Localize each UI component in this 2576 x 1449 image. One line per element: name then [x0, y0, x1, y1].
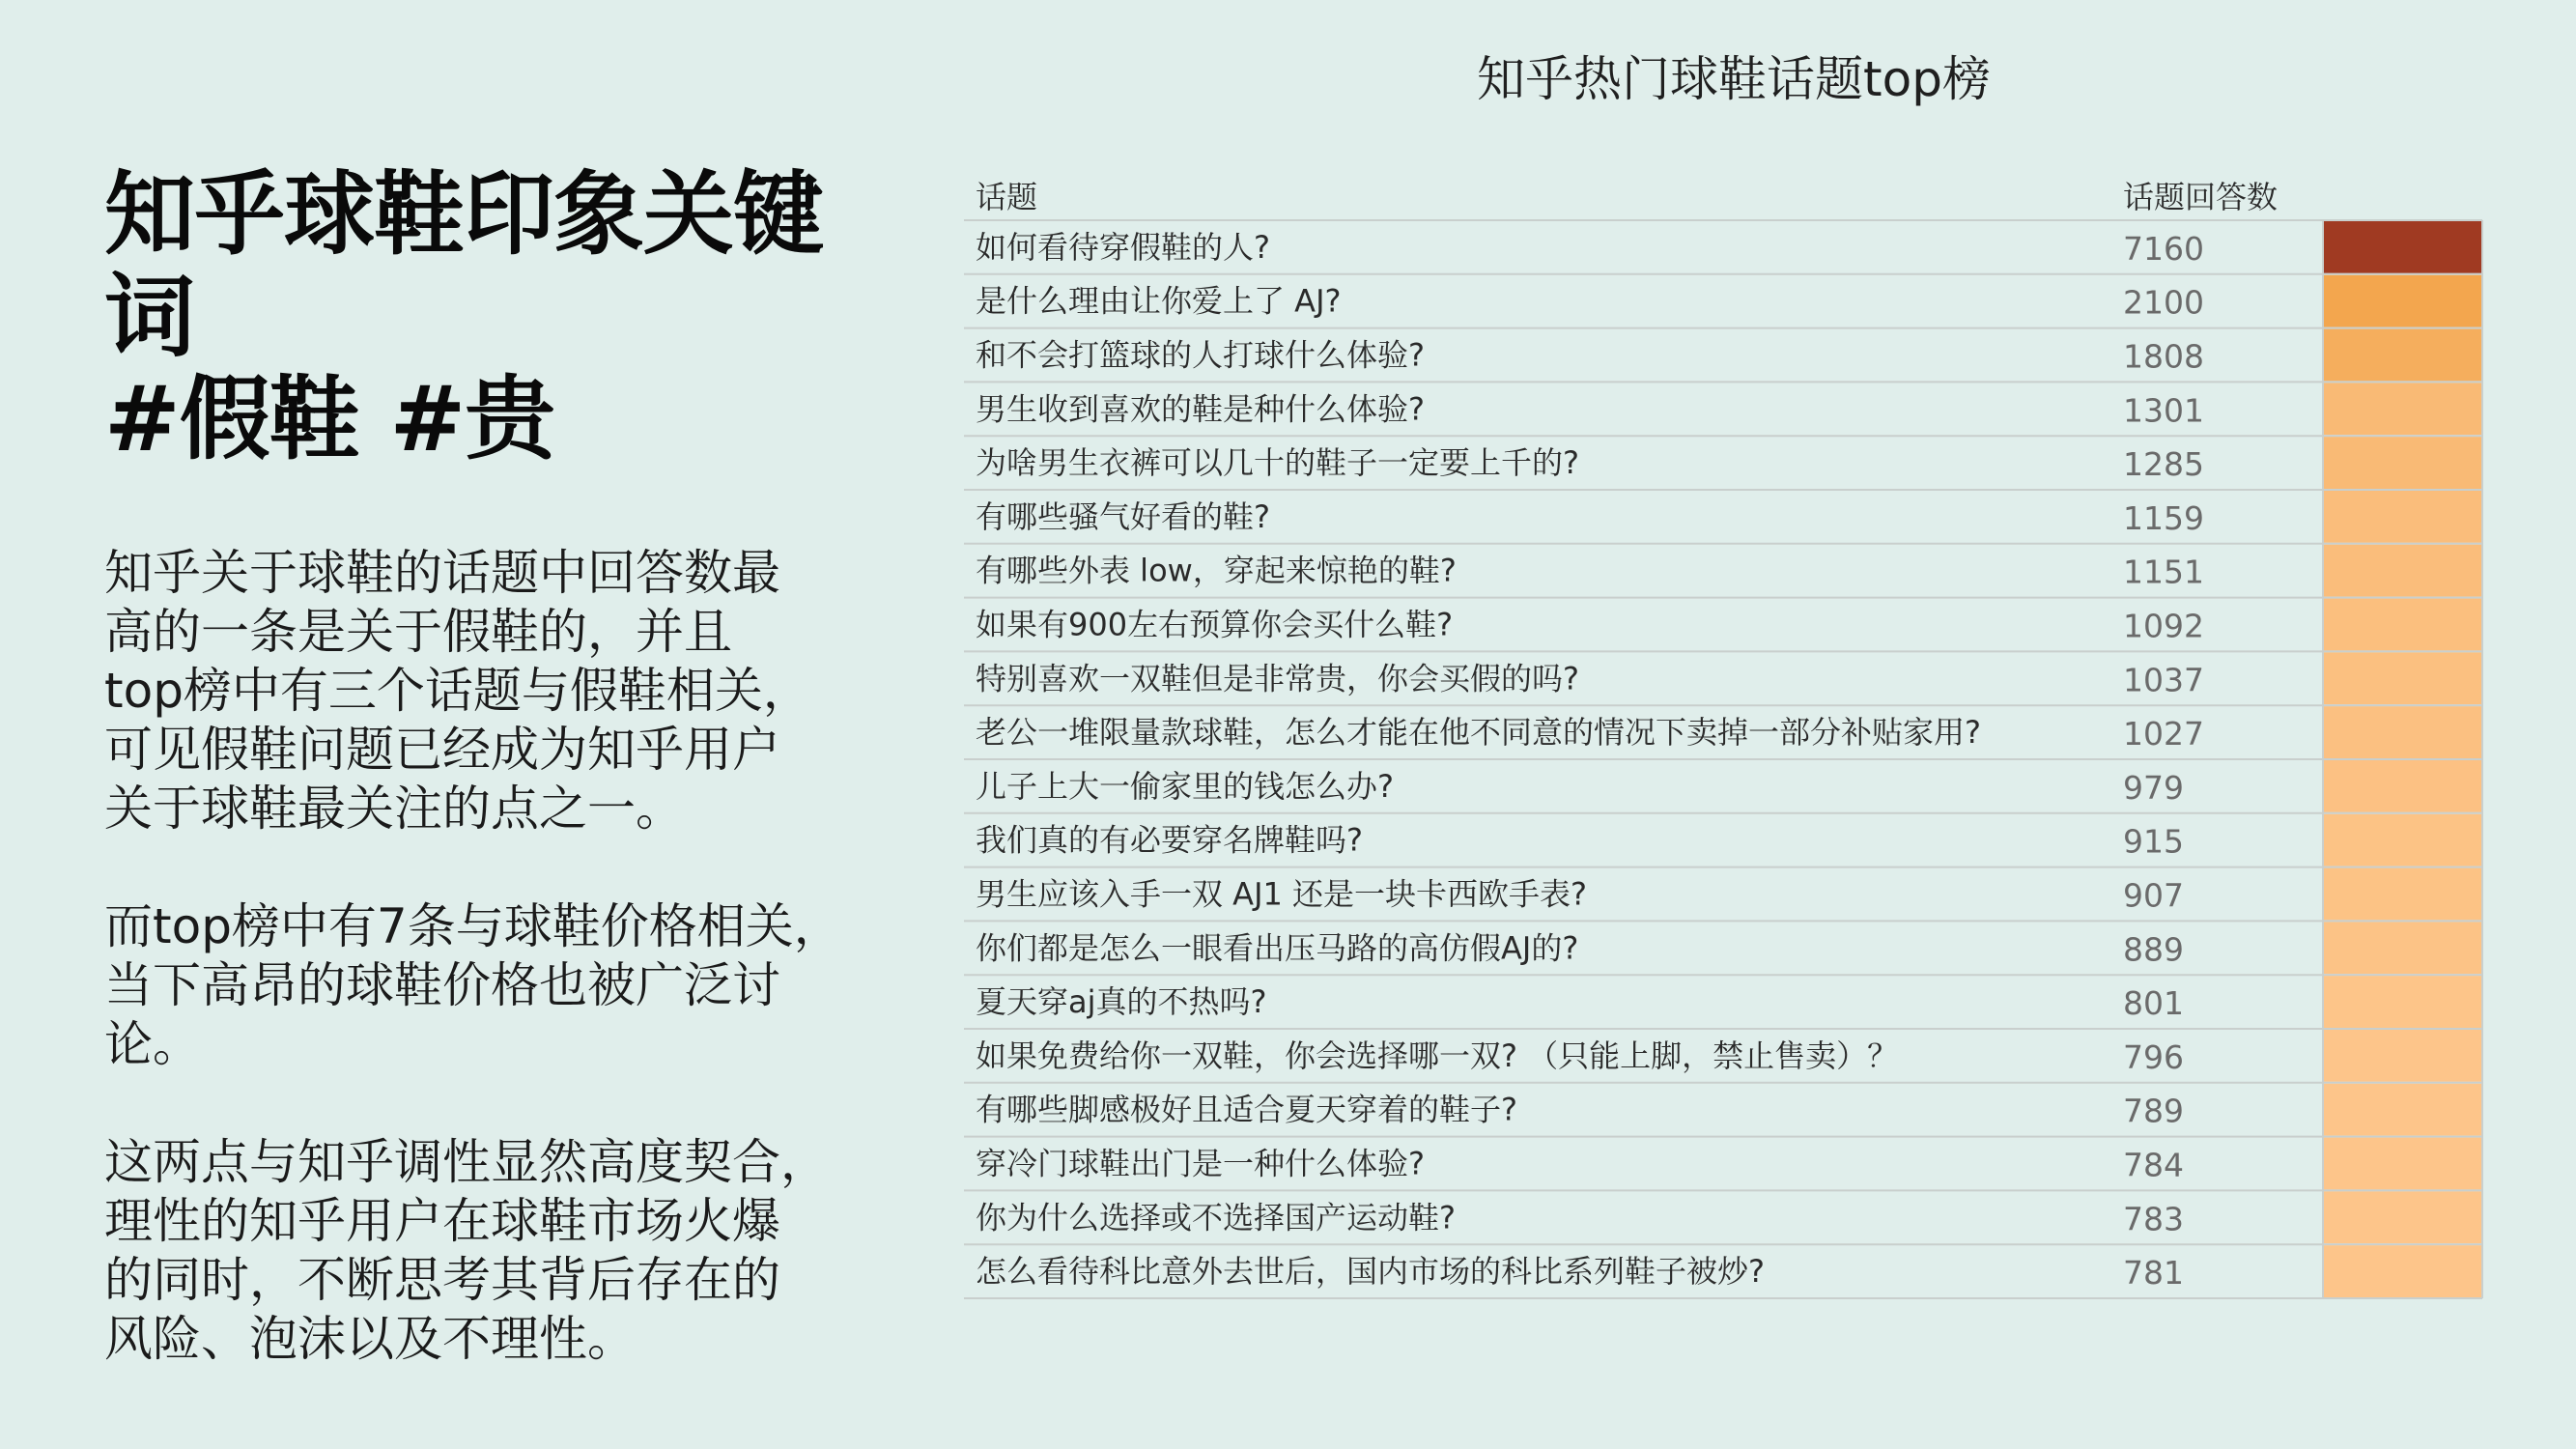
heat-cell-17: [2323, 1084, 2482, 1136]
topic-label-2: 是什么理由让你爱上了 AJ?: [976, 282, 1342, 320]
heat-cell-18: [2323, 1138, 2482, 1190]
heat-cell-1: [2323, 221, 2482, 273]
chart-title: 知乎热门球鞋话题top榜: [1477, 51, 1991, 107]
heat-cell-19: [2323, 1191, 2482, 1243]
heat-cell-3: [2323, 329, 2482, 382]
paragraph-price: 而top榜中有7条与球鞋价格相关， 当下高昂的球鞋价格也被广泛讨 论。: [104, 898, 842, 1072]
topic-label-20: 怎么看待科比意外去世后，国内市场的科比系列鞋子被炒?: [976, 1253, 1765, 1291]
count-label-16: 796: [2123, 1037, 2184, 1076]
count-label-14: 889: [2123, 930, 2184, 969]
topic-label-9: 特别喜欢一双鞋但是非常贵，你会买假的吗?: [976, 660, 1579, 697]
count-label-17: 789: [2123, 1092, 2184, 1130]
column-header-count: 话题回答数: [2123, 179, 2279, 215]
count-label-20: 781: [2123, 1254, 2184, 1293]
count-label-15: 801: [2123, 984, 2184, 1023]
headline-line-2: #假鞋 #贵: [104, 367, 555, 472]
heat-cell-14: [2323, 922, 2482, 974]
heat-cell-9: [2323, 652, 2482, 704]
heat-cell-8: [2323, 599, 2482, 651]
topic-label-11: 儿子上大一偷家里的钱怎么办?: [976, 767, 1394, 805]
count-label-19: 783: [2123, 1200, 2184, 1238]
count-label-11: 979: [2123, 768, 2184, 807]
count-label-12: 915: [2123, 822, 2184, 861]
topic-label-15: 夏天穿aj真的不热吗?: [976, 983, 1267, 1021]
topic-label-4: 男生收到喜欢的鞋是种什么体验?: [976, 390, 1425, 428]
heat-cell-13: [2323, 868, 2482, 921]
count-label-3: 1808: [2123, 337, 2204, 376]
count-label-4: 1301: [2123, 391, 2204, 430]
topic-label-18: 穿冷门球鞋出门是一种什么体验?: [976, 1145, 1425, 1182]
count-label-8: 1092: [2123, 607, 2204, 645]
paragraph-fake-shoes: 知乎关于球鞋的话题中回答数最 高的一条是关于假鞋的，并且 top榜中有三个话题与假鞋相关， 可见假鞋问题已经成为知乎用户 关于球鞋最关注的点之一。: [104, 545, 811, 837]
topic-label-16: 如果免费给你一双鞋，你会选择哪一双? （只能上脚，禁止售卖）？: [976, 1037, 1899, 1074]
count-label-7: 1151: [2123, 553, 2204, 591]
heat-cell-2: [2323, 275, 2482, 327]
topic-label-12: 我们真的有必要穿名牌鞋吗?: [976, 821, 1363, 859]
heat-cell-11: [2323, 760, 2482, 812]
topic-label-6: 有哪些骚气好看的鞋?: [976, 497, 1270, 535]
topic-label-1: 如何看待穿假鞋的人?: [976, 228, 1270, 266]
count-label-13: 907: [2123, 876, 2184, 915]
count-label-18: 784: [2123, 1146, 2184, 1184]
count-label-9: 1037: [2123, 661, 2204, 699]
column-header-topic: 话题: [976, 179, 1038, 215]
count-label-1: 7160: [2123, 229, 2204, 268]
paragraph-conclusion: 这两点与知乎调性显然高度契合， 理性的知乎用户在球鞋市场火爆 的同时，不断思考其背后存在的 风险、泡沫以及不理性。: [104, 1134, 829, 1367]
heat-cell-6: [2323, 491, 2482, 543]
count-label-6: 1159: [2123, 498, 2204, 537]
count-label-5: 1285: [2123, 445, 2204, 484]
topic-label-14: 你们都是怎么一眼看出压马路的高仿假AJ的?: [976, 929, 1579, 967]
topic-label-17: 有哪些脚感极好且适合夏天穿着的鞋子?: [976, 1091, 1517, 1128]
heat-cell-16: [2323, 1030, 2482, 1082]
headline-line-1: 知乎球鞋印象关键词: [104, 162, 824, 370]
heat-cell-15: [2323, 976, 2482, 1028]
topic-label-10: 老公一堆限量款球鞋，怎么才能在他不同意的情况下卖掉一部分补贴家用?: [976, 714, 1981, 752]
count-label-2: 2100: [2123, 283, 2204, 322]
heat-cell-7: [2323, 545, 2482, 597]
topic-label-5: 为啥男生衣裤可以几十的鞋子一定要上千的?: [976, 444, 1579, 482]
heat-cell-5: [2323, 437, 2482, 489]
heat-cell-12: [2323, 814, 2482, 867]
topic-label-13: 男生应该入手一双 AJ1 还是一块卡西欧手表?: [976, 875, 1588, 913]
topic-label-19: 你为什么选择或不选择国产运动鞋?: [976, 1199, 1456, 1236]
heat-cell-4: [2323, 383, 2482, 435]
topic-label-3: 和不会打篮球的人打球什么体验?: [976, 336, 1425, 374]
topic-label-8: 如果有900左右预算你会买什么鞋?: [976, 606, 1454, 643]
count-label-10: 1027: [2123, 715, 2204, 753]
topic-label-7: 有哪些外表 low，穿起来惊艳的鞋?: [976, 552, 1457, 589]
heat-cell-20: [2323, 1245, 2482, 1297]
heat-cell-10: [2323, 706, 2482, 758]
